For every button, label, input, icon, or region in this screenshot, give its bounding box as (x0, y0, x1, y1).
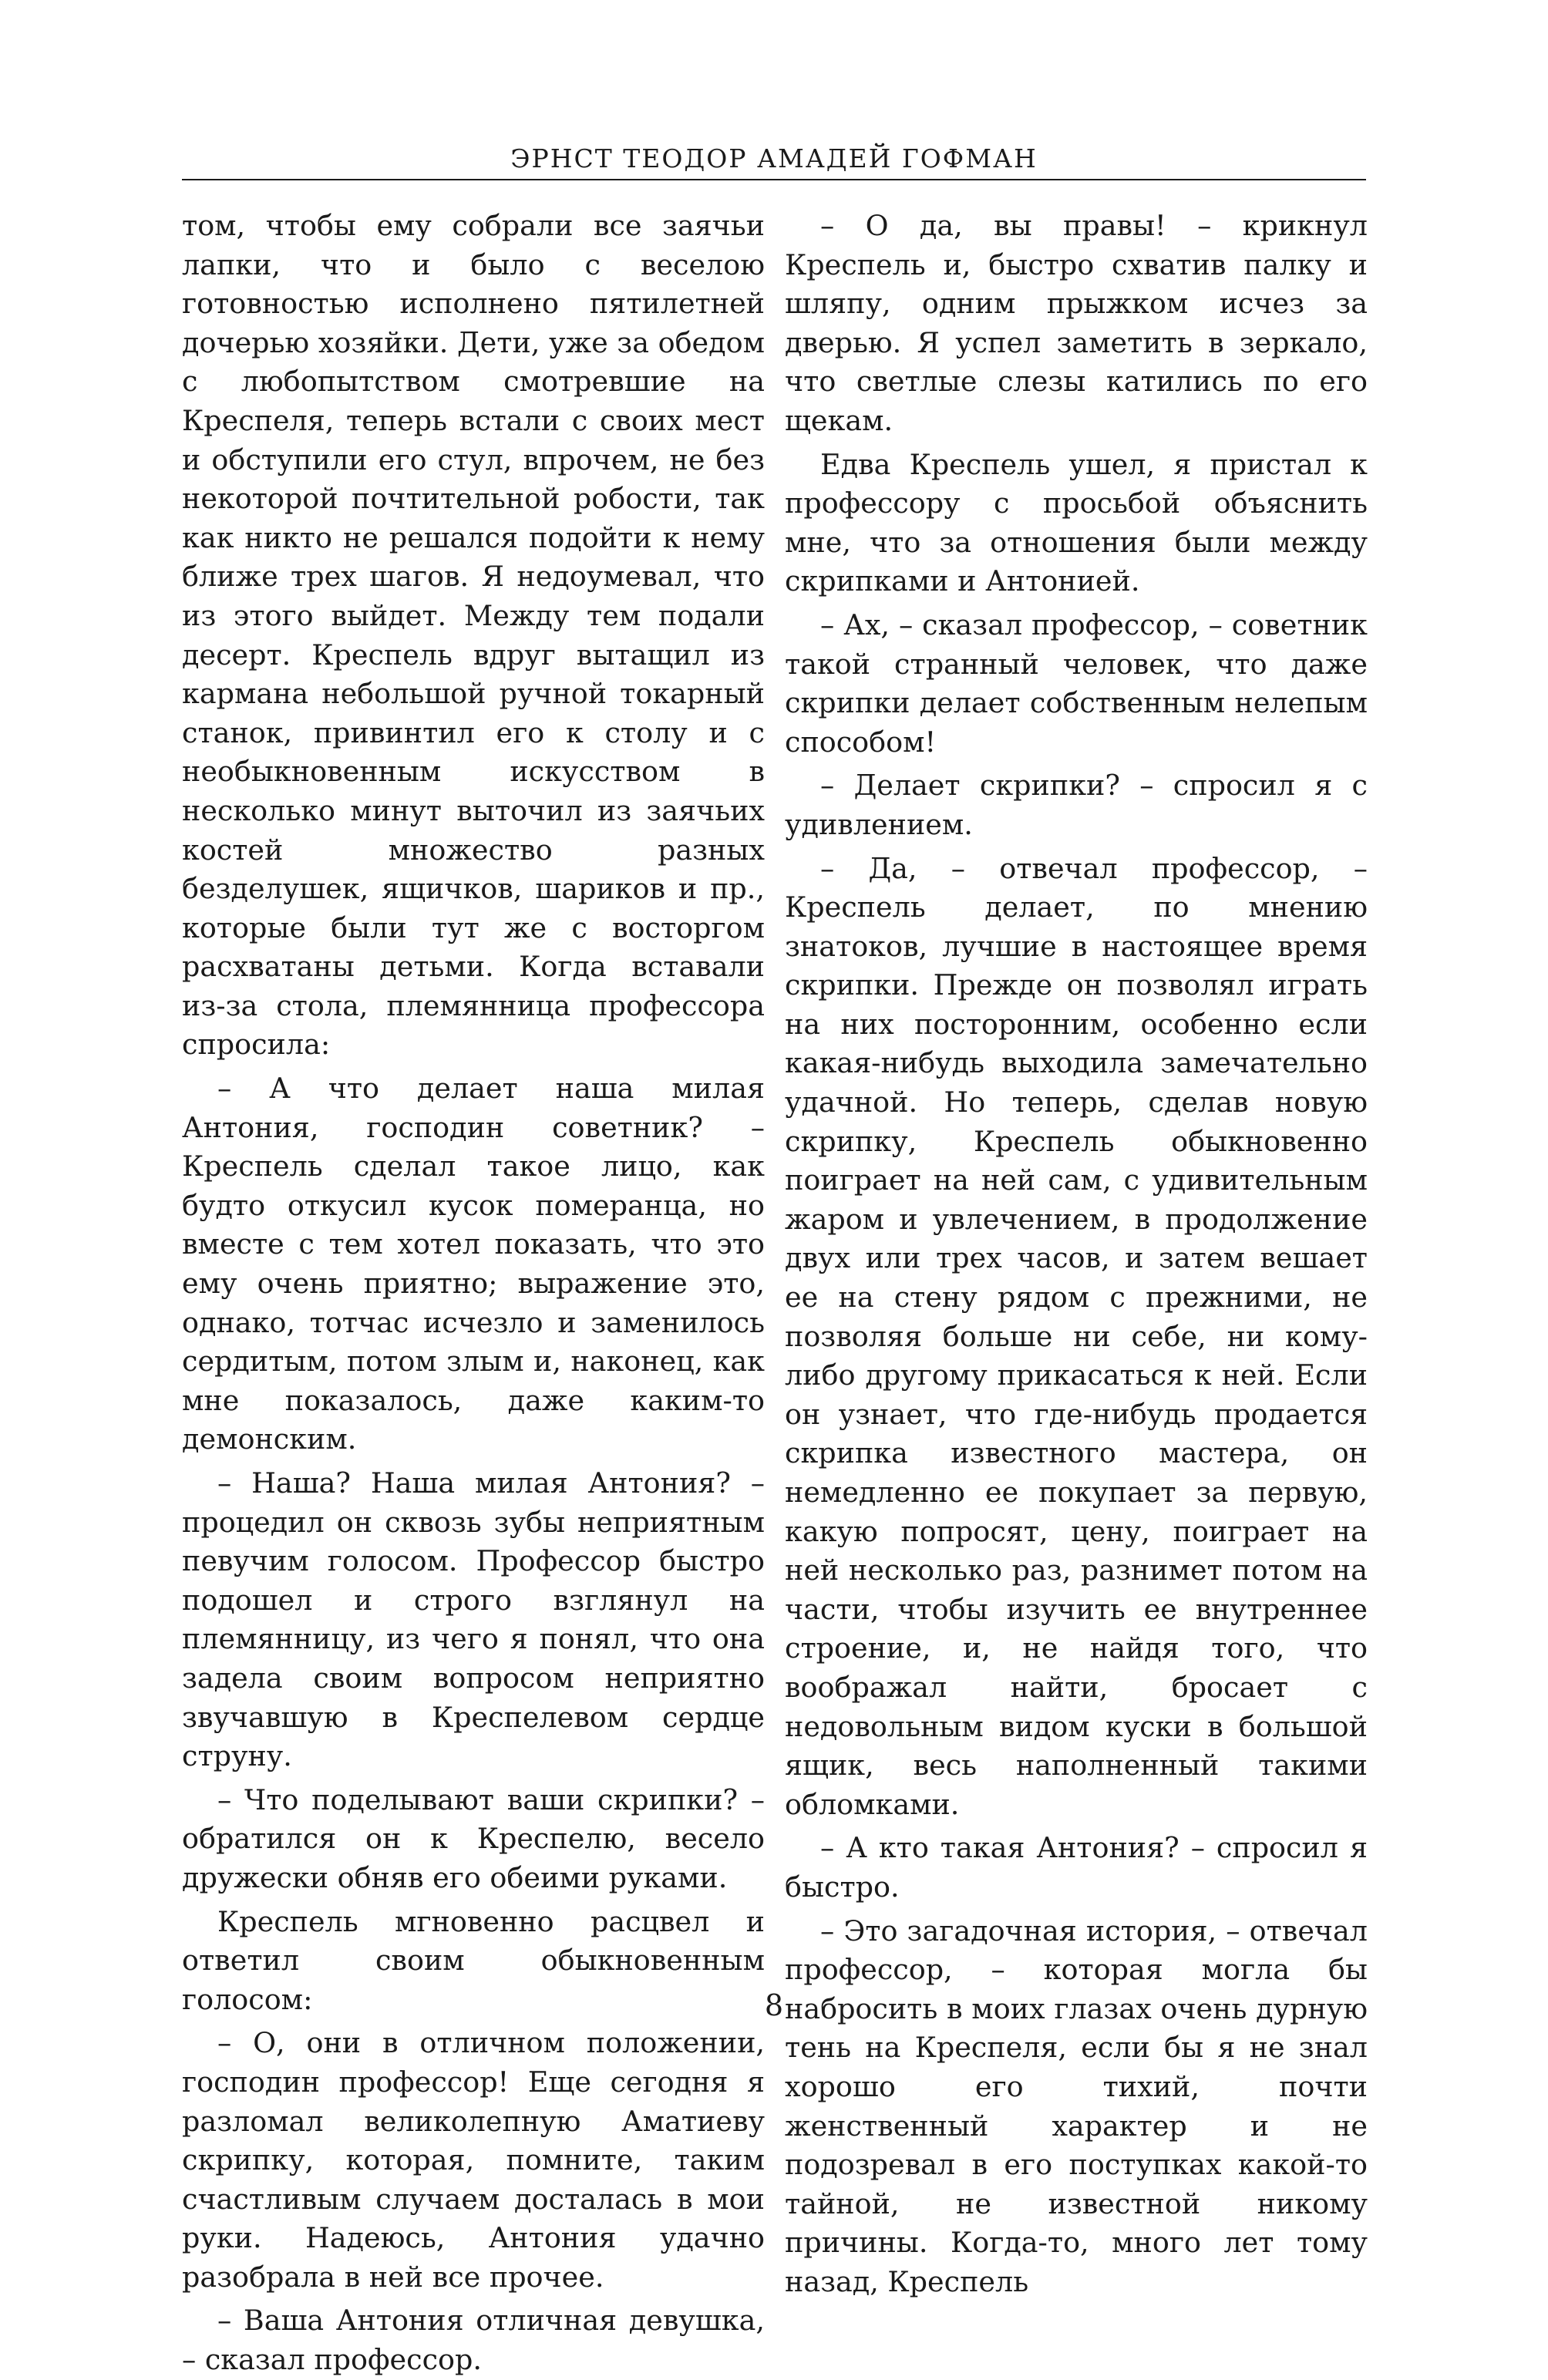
paragraph: – Делает скрипки? – спросил я с удивлением. (785, 769, 1368, 841)
paragraph: – О да, вы правы! – крикнул Креспель и, быстро схватив палку и шляпу, одним прыжком исчез за дверью. Я успел заметить в зеркало, что светлые слезы катились по его щекам. (785, 209, 1368, 437)
header-rule (182, 179, 1366, 180)
paragraph: том, чтобы ему собрали все заячьи лапки, что и было с веселою готовностью исполнено пятилетней дочерью хозяйки. Дети, уже за обедом с любопытством смотревшие на Креспеля, теперь встали с своих мест и обступили его стул, впрочем, не без некоторой почтительной робости, так как никто не решался подойти к нему ближе трех шагов. Я недоумевал, что из этого выйдет. Между тем подали десерт. Креспель вдруг вытащил из кармана небольшой ручной токарный станок, привинтил его к столу и с необыкновенным искусством в несколько минут выточил из заячьих костей множество разных безделушек, ящичков, шариков и пр., которые были тут же с восторгом расхватаны детьми. Когда вставали из-за стола, племянница профессора спросила: (182, 209, 765, 1062)
paragraph: – А кто такая Антония? – спросил я быстро. (785, 1831, 1368, 1904)
paragraph: – Что поделывают ваши скрипки? – обратился он к Креспелю, весело дружески обняв его обеими руками. (182, 1782, 765, 1894)
paragraph: – Ваша Антония отличная девушка, – сказал профессор. (182, 2304, 765, 2377)
page-number: 8 (764, 1988, 784, 2022)
right-column (785, 207, 1368, 2298)
paragraph: – А что делает наша милая Антония, господин советник? – Креспель сделал такое лицо, как будто откусил кусок померанца, но вместе с тем хотел показать, что это ему очень приятно; выражение это, однако, тотчас исчезло и заменилось сердитым, потом злым и, наконец, как мне показалось, даже каким-то демонским. (182, 1072, 765, 1456)
paragraph: – Это загадочная история, – отвечал профессор, – которая могла бы набросить в моих глазах очень дурную тень на Креспеля, если бы я не знал хорошо его тихий, почти женственный характер и не подозревал в его поступках какой-то тайной, не известной никому причины. Когда-то, много лет тому назад, Креспель (785, 1914, 1368, 2298)
paragraph: – Наша? Наша милая Антония? – процедил он сквозь зубы неприятным певучим голосом. Профессор быстро подошел и строго взглянул на племянницу, из чего я понял, что она задела своим вопросом неприятно звучавшую в Креспелевом сердце струну. (182, 1466, 765, 1773)
paragraph: Креспель мгновенно расцвел и ответил своим обыкновенным голосом: (182, 1904, 765, 2016)
paragraph: – Ах, – сказал профессор, – советник такой странный человек, что даже скрипки делает собственным нелепым способом! (785, 608, 1368, 759)
paragraph: – О, они в отличном положении, господин профессор! Еще сегодня я разломал великолепную Аматиеву скрипку, которая, помните, таким счастливым случаем досталась в мои руки. Надеюсь, Антония удачно разобрала в ней все прочее. (182, 2026, 765, 2294)
left-column (182, 207, 765, 2377)
paragraph: Едва Креспель ушел, я пристал к профессору с просьбой объяснить мне, что за отношения были между скрипками и Антонией. (785, 447, 1368, 598)
running-head: ЭРНСТ ТЕОДОР АМАДЕЙ ГОФМАН (510, 143, 1038, 173)
paragraph: – Да, – отвечал профессор, – Креспель делает, по мнению знатоков, лучшие в настоящее время скрипки. Прежде он позволял играть на них посторонним, особенно если какая-нибудь выходила замечательно удачной. Но теперь, сделав новую скрипку, Креспель обыкновенно поиграет на ней сам, с удивительным жаром и увлечением, в продолжение двух или трех часов, и затем вешает ее на стену рядом с прежними, не позволяя больше ни себе, ни кому-либо другому прикасаться к ней. Если он узнает, что где-нибудь продается скрипка известного мастера, он немедленно ее покупает за первую, какую попросят, цену, поиграет на ней несколько раз, разнимет потом на части, чтобы изучить ее внутреннее строение, и, не найдя того, что воображал найти, бросает с недовольным видом куски в большой ящик, весь наполненный такими обломками. (785, 851, 1368, 1821)
